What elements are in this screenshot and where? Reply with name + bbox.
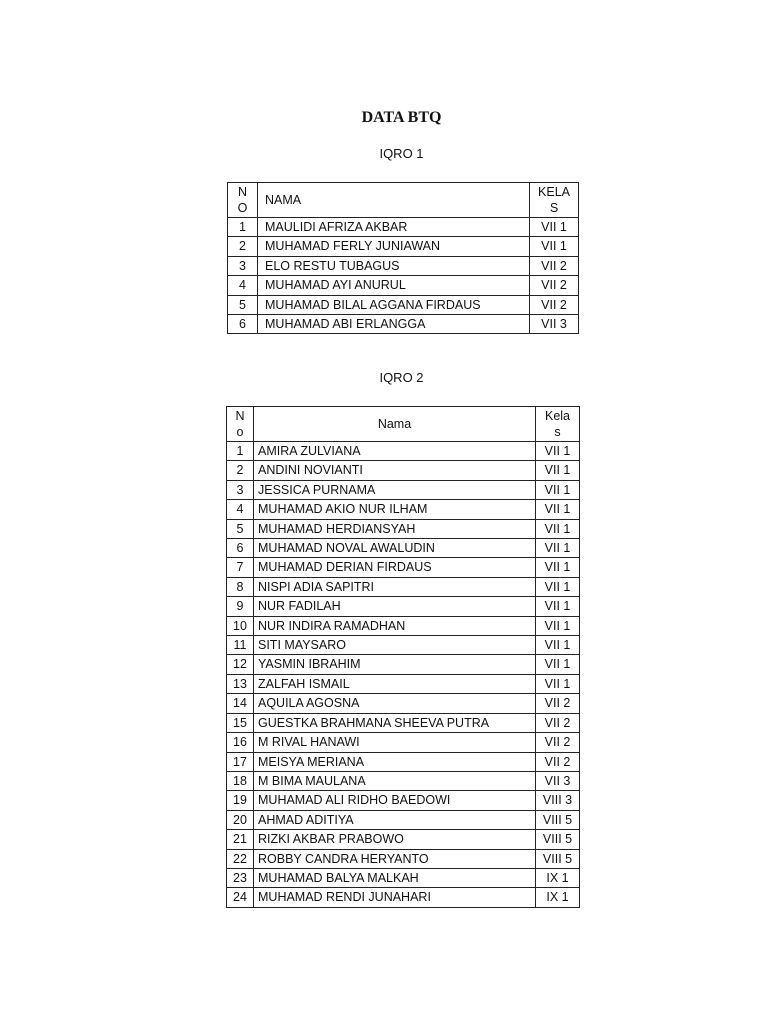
student-name: ANDINI NOVIANTI [254,461,536,480]
row-number: 8 [227,577,254,596]
row-number: 4 [227,500,254,519]
table-header-row [228,183,579,218]
table-row [228,218,579,237]
table-row [227,519,580,538]
student-name: NISPI ADIA SAPITRI [254,577,536,596]
row-number: 11 [227,636,254,655]
header-kelas: Kela s [536,407,580,442]
row-number: 22 [227,849,254,868]
student-name: NUR FADILAH [254,597,536,616]
student-name: RIZKI AKBAR PRABOWO [254,830,536,849]
table-row [227,694,580,713]
table-iqro-2 [226,406,580,908]
row-number: 14 [227,694,254,713]
student-class: VII 3 [536,771,580,790]
table-row [227,771,580,790]
student-class: IX 1 [536,868,580,887]
table-row [227,888,580,907]
table-iqro-1 [227,182,579,334]
table-row [227,616,580,635]
student-class: VII 2 [530,276,579,295]
header-kelas: KELA S [530,183,579,218]
table-row [227,442,580,461]
table-row [227,849,580,868]
section-heading-iqro-1: IQRO 1 [379,146,424,161]
student-name: GUESTKA BRAHMANA SHEEVA PUTRA [254,713,536,732]
row-number: 6 [227,539,254,558]
row-number: 2 [227,461,254,480]
student-class: VII 2 [536,752,580,771]
row-number: 24 [227,888,254,907]
table-row [227,868,580,887]
row-number: 1 [227,442,254,461]
document-title: DATA BTQ [361,109,442,126]
table-row [228,276,579,295]
student-name: AMIRA ZULVIANA [254,442,536,461]
student-class: VII 1 [536,616,580,635]
row-number: 21 [227,830,254,849]
student-class: VII 2 [530,256,579,275]
table-row [227,713,580,732]
student-class: VII 1 [536,480,580,499]
student-name: MEISYA MERIANA [254,752,536,771]
student-class: VIII 5 [536,830,580,849]
table-row [227,636,580,655]
row-number: 7 [227,558,254,577]
table-header-row [227,407,580,442]
student-class: VII 1 [530,237,579,256]
section-heading-iqro-2: IQRO 2 [379,370,424,385]
table-row [227,558,580,577]
student-name: MUHAMAD NOVAL AWALUDIN [254,539,536,558]
student-name: MUHAMAD HERDIANSYAH [254,519,536,538]
student-name: MUHAMAD BALYA MALKAH [254,868,536,887]
student-name: MUHAMAD DERIAN FIRDAUS [254,558,536,577]
student-name: AHMAD ADITIYA [254,810,536,829]
student-class: VII 1 [536,519,580,538]
row-number: 9 [227,597,254,616]
table-row [227,674,580,693]
row-number: 2 [228,237,258,256]
row-number: 10 [227,616,254,635]
table-row [227,577,580,596]
row-number: 12 [227,655,254,674]
student-class: VII 1 [536,500,580,519]
row-number: 5 [228,295,258,314]
header-nama: NAMA [258,183,530,218]
student-name: M BIMA MAULANA [254,771,536,790]
student-class: VII 2 [536,733,580,752]
student-name: MUHAMAD BILAL AGGANA FIRDAUS [258,295,530,314]
student-class: VII 1 [536,442,580,461]
row-number: 1 [228,218,258,237]
row-number: 23 [227,868,254,887]
row-number: 13 [227,674,254,693]
student-name: NUR INDIRA RAMADHAN [254,616,536,635]
student-name: MUHAMAD ABI ERLANGGA [258,315,530,334]
student-class: VII 1 [536,461,580,480]
row-number: 17 [227,752,254,771]
student-class: VII 1 [536,674,580,693]
student-name: JESSICA PURNAMA [254,480,536,499]
student-name: SITI MAYSARO [254,636,536,655]
student-name: MUHAMAD AYI ANURUL [258,276,530,295]
student-class: VII 1 [536,597,580,616]
student-class: IX 1 [536,888,580,907]
table-row [227,810,580,829]
student-name: ZALFAH ISMAIL [254,674,536,693]
row-number: 15 [227,713,254,732]
table-row [228,237,579,256]
student-name: MAULIDI AFRIZA AKBAR [258,218,530,237]
student-name: MUHAMAD ALI RIDHO BAEDOWI [254,791,536,810]
student-name: AQUILA AGOSNA [254,694,536,713]
student-name: MUHAMAD RENDI JUNAHARI [254,888,536,907]
row-number: 3 [228,256,258,275]
student-class: VII 1 [536,558,580,577]
row-number: 20 [227,810,254,829]
student-class: VII 1 [536,539,580,558]
header-no: N o [227,407,254,442]
row-number: 16 [227,733,254,752]
table-row [227,791,580,810]
student-name: MUHAMAD FERLY JUNIAWAN [258,237,530,256]
student-class: VIII 3 [536,791,580,810]
student-class: VII 3 [530,315,579,334]
student-class: VIII 5 [536,810,580,829]
student-class: VII 2 [536,694,580,713]
table-row [227,597,580,616]
row-number: 5 [227,519,254,538]
student-class: VII 1 [536,655,580,674]
student-class: VII 1 [536,636,580,655]
row-number: 4 [228,276,258,295]
row-number: 18 [227,771,254,790]
header-nama: Nama [254,407,536,442]
table-row [227,655,580,674]
student-class: VII 2 [530,295,579,314]
table-row [227,733,580,752]
row-number: 19 [227,791,254,810]
table-row [227,752,580,771]
student-class: VIII 5 [536,849,580,868]
student-class: VII 2 [536,713,580,732]
student-name: ELO RESTU TUBAGUS [258,256,530,275]
table-row [227,539,580,558]
table-row [228,256,579,275]
student-name: MUHAMAD AKIO NUR ILHAM [254,500,536,519]
student-name: YASMIN IBRAHIM [254,655,536,674]
table-row [227,830,580,849]
student-class: VII 1 [530,218,579,237]
table-row [227,480,580,499]
student-class: VII 1 [536,577,580,596]
header-no: N O [228,183,258,218]
student-name: ROBBY CANDRA HERYANTO [254,849,536,868]
row-number: 6 [228,315,258,334]
row-number: 3 [227,480,254,499]
table-row [227,500,580,519]
table-row [228,295,579,314]
table-row [227,461,580,480]
student-name: M RIVAL HANAWI [254,733,536,752]
table-row [228,315,579,334]
